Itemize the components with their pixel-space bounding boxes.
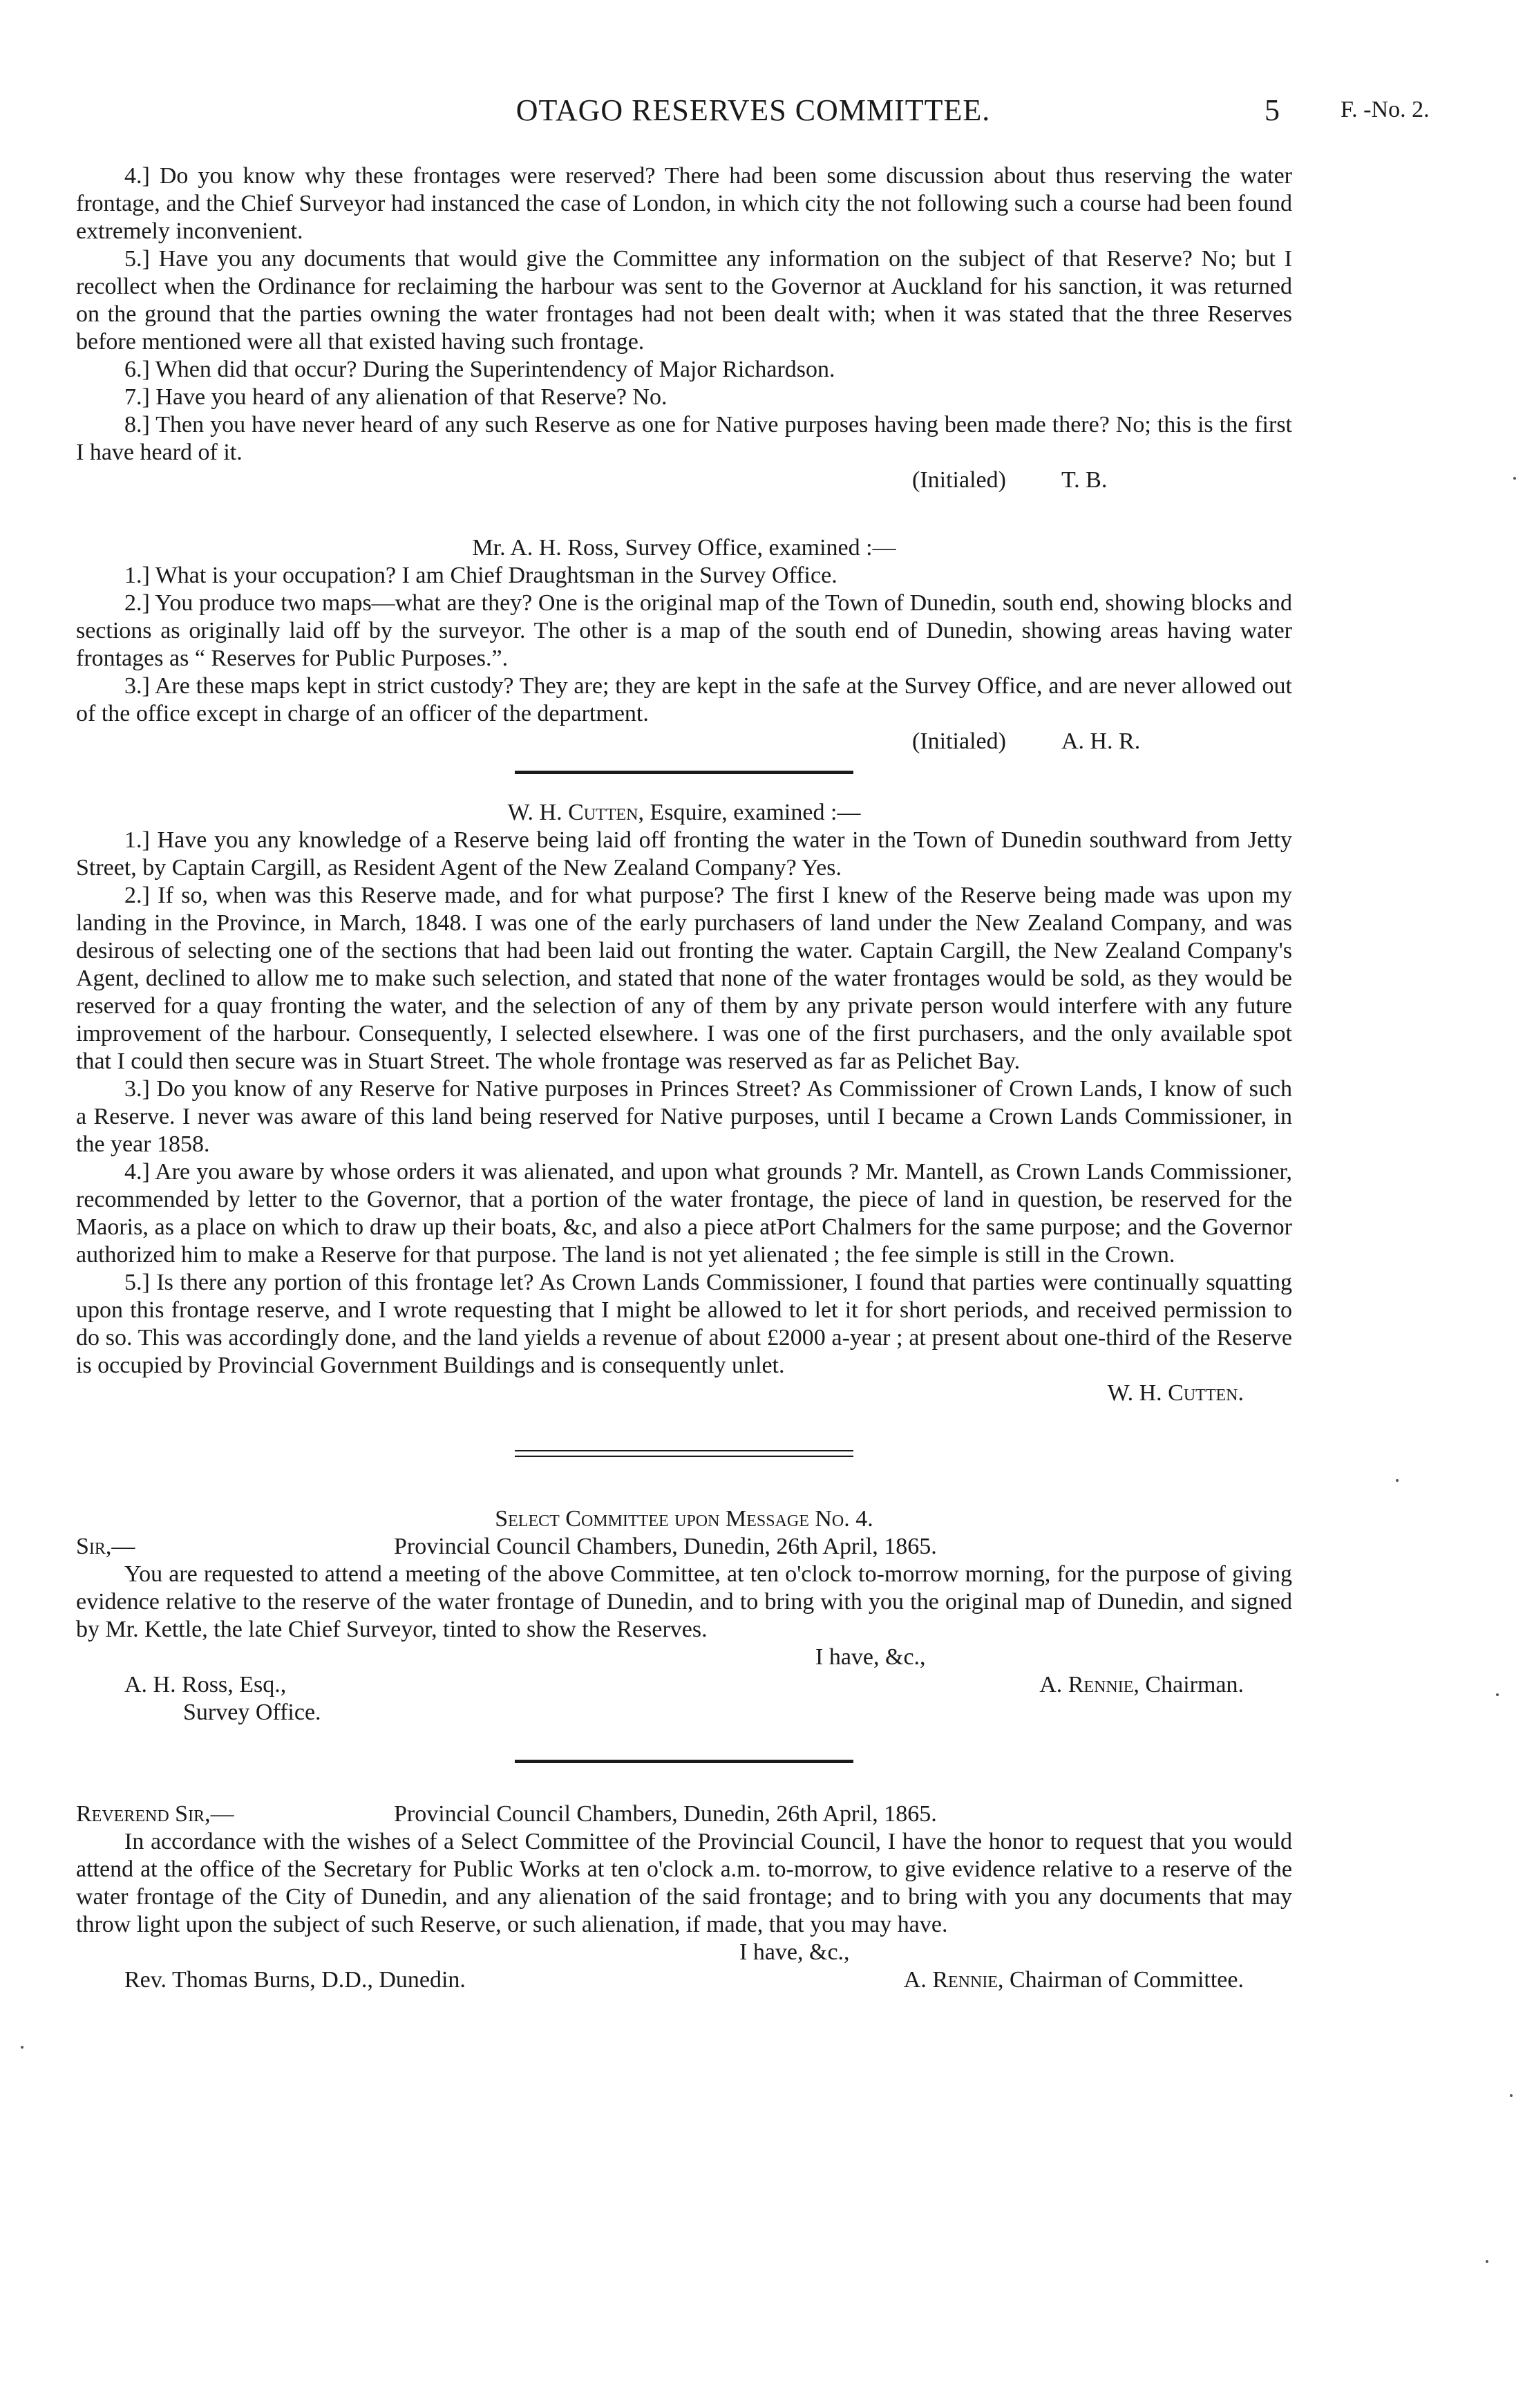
letter-heading: Select Committee upon Message No. 4.: [495, 1506, 873, 1532]
examination-continued: [76, 162, 1292, 494]
double-divider: [515, 1450, 853, 1457]
question-answer: 3.] Are these maps kept in strict custody? They are; they are kept in the safe at the Survey Office, and are never allowed out of the office except in charge of an officer of the department.: [76, 673, 1292, 726]
letter-to-ross: [76, 1505, 1292, 1727]
letter-to-burns: [76, 1800, 1292, 1994]
initialed-label: (Initialed): [912, 728, 1006, 754]
witness-heading: W. H. Cutten, Esquire, examined :—: [507, 800, 861, 825]
question-answer: 8.] Then you have never heard of any such Reserve as one for Native purposes having been made there? No; this is the first I have heard of it.: [76, 412, 1292, 465]
letter-body: You are requested to attend a meeting of the above Committee, at ten o'clock to-morrow morning, for the purpose of giving evidence relative to the reserve of the water frontage of Dunedin, and to bring with you the original map of Dunedin, and signed by Mr. Kettle, the late Chief Surveyor, tinted to show the Reserves.: [76, 1561, 1292, 1642]
addressee-signature-line: [76, 1671, 1292, 1699]
signatory: A. Rennie, Chairman.: [1039, 1672, 1244, 1697]
initials-line: [76, 728, 1292, 755]
addressee-signature-line: [76, 1966, 1292, 1994]
question-answer: 4.] Do you know why these frontages were reserved? There had been some discussion about thus reserving the water frontage, and the Chief Surveyor had instanced the case of London, in which city the not following such a course had been found extremely inconvenient.: [76, 163, 1292, 244]
examination-ross: [76, 534, 1292, 755]
salutation: Sir,—: [76, 1534, 135, 1559]
scan-speck: [1396, 1479, 1399, 1482]
initials: T. B.: [1061, 467, 1108, 493]
question-answer: 1.] What is your occupation? I am Chief Draughtsman in the Survey Office.: [124, 563, 837, 588]
scan-speck: [1513, 477, 1516, 480]
page-header: [76, 88, 1486, 137]
witness-heading: Mr. A. H. Ross, Survey Office, examined :—: [472, 535, 896, 561]
question-answer: 5.] Is there any portion of this frontage let? As Crown Lands Commissioner, I found that parties were continually squatting upon this frontage reserve, and I wrote requesting that I might be allowed to let it for short periods, and received permission to do so. This was accordingly done, and the land yields a revenue of about £2000 a-year ; at present about one-third of the Reserve is occupied by Provincial Government Buildings and is consequently unlet.: [76, 1270, 1292, 1378]
question-answer: 3.] Do you know of any Reserve for Native purposes in Princes Street? As Commissioner of Crown Lands, I know of such a Reserve. I never was aware of this land being reserved for Native purposes, until I became a Crown Lands Commissioner, in the year 1858.: [76, 1076, 1292, 1157]
signatory: A. Rennie, Chairman of Committee.: [903, 1967, 1244, 1993]
question-answer: 5.] Have you any documents that would give the Committee any information on the subject of that Reserve? No; but I recollect when the Ordinance for reclaiming the harbour was sent to the Governor at Auckland for his sanction, it was returned on the ground that the parties owning the water frontages had not been dealt with; when it was stated that the three Reserves before mentioned were all that existed having such frontage.: [76, 246, 1292, 355]
letter-header-line: [76, 1800, 1292, 1828]
question-answer: 6.] When did that occur? During the Superintendency of Major Richardson.: [124, 357, 835, 382]
salutation: Reverend Sir,—: [76, 1801, 234, 1827]
addressee: Rev. Thomas Burns, D.D., Dunedin.: [124, 1967, 466, 1993]
running-title: OTAGO RESERVES COMMITTEE.: [515, 93, 991, 127]
letter-header-line: [76, 1533, 1292, 1561]
witness-name: W. H. Cutten: [507, 800, 638, 825]
scan-speck: [1496, 1693, 1499, 1696]
closing: I have, &c.,: [815, 1644, 926, 1670]
examination-cutten: [76, 799, 1292, 1407]
question-answer: 2.] If so, when was this Reserve made, and for what purpose? The first I knew of the Reserve being made was upon my landing in the Province, in March, 1848. I was one of the early purchasers of land under the New Zealand Company, and was desirous of selecting one of the sections that had been laid out fronting the water. Captain Cargill, the New Zealand Company's Agent, declined to allow me to make such selection, and stated that none of the water frontages would be sold, as they would be reserved for a quay fronting the water, and the selection of any of them by any private person would interfere with any future improvement of the harbour. Consequently, I selected elsewhere. I was one of the first purchasers, and the only available spot that I could then secure was in Stuart Street. The whole frontage was reserved as far as Pelichet Bay.: [76, 883, 1292, 1074]
paper-reference: F. -No. 2.: [1341, 97, 1430, 122]
scan-speck: [21, 2046, 23, 2049]
document-body: [76, 162, 1292, 1994]
place-date: Provincial Council Chambers, Dunedin, 26th April, 1865.: [394, 1801, 937, 1827]
question-answer: 4.] Are you aware by whose orders it was alienated, and upon what grounds ? Mr. Mantell, as Crown Lands Commissioner, recommended by letter to the Governor, that a portion of the water frontage, the piece of land in question, be reserved for the Maoris, as a place on which to draw up their boats, &c, and also a piece atPort Chalmers for the same purpose; and the Governor authorized him to make a Reserve for that purpose. The land is not yet alienated ; the fee simple is still in the Crown.: [76, 1159, 1292, 1268]
question-answer: 1.] Have you any knowledge of a Reserve being laid off fronting the water in the Town of Dunedin southward from Jetty Street, by Captain Cargill, as Resident Agent of the New Zealand Company? Yes.: [76, 827, 1292, 881]
place-date: Provincial Council Chambers, Dunedin, 26th April, 1865.: [394, 1534, 937, 1559]
addressee: A. H. Ross, Esq.,: [124, 1672, 287, 1697]
initialed-label: (Initialed): [912, 467, 1006, 493]
initials-line: [76, 467, 1292, 494]
scan-speck: [1486, 2260, 1488, 2263]
question-answer: 2.] You produce two maps—what are they? One is the original map of the Town of Dunedin, south end, showing blocks and sections as originally laid off by the surveyor. The other is a map of the south end of Dunedin, showing areas having water frontages as “ Reserves for Public Purposes.”.: [76, 590, 1292, 671]
question-answer: 7.] Have you heard of any alienation of that Reserve? No.: [124, 384, 667, 410]
addressee-office: Survey Office.: [183, 1700, 321, 1725]
initials: A. H. R.: [1061, 728, 1141, 754]
scan-speck: [1510, 2094, 1513, 2097]
letter-body: In accordance with the wishes of a Select Committee of the Provincial Council, I have the honor to request that you would attend at the office of the Secretary for Public Works at ten o'clock a.m. to-morrow, to give evidence relative to a reserve of the water frontage of the City of Dunedin, and any alienation of the said frontage; and to bring with you any documents that may throw light upon the subject of such Reserve, or such alienation, if made, that you may have.: [76, 1829, 1292, 1937]
page-number: 5: [1265, 93, 1280, 127]
closing: I have, &c.,: [739, 1939, 850, 1965]
witness-signature: W. H. Cutten.: [1107, 1380, 1244, 1406]
